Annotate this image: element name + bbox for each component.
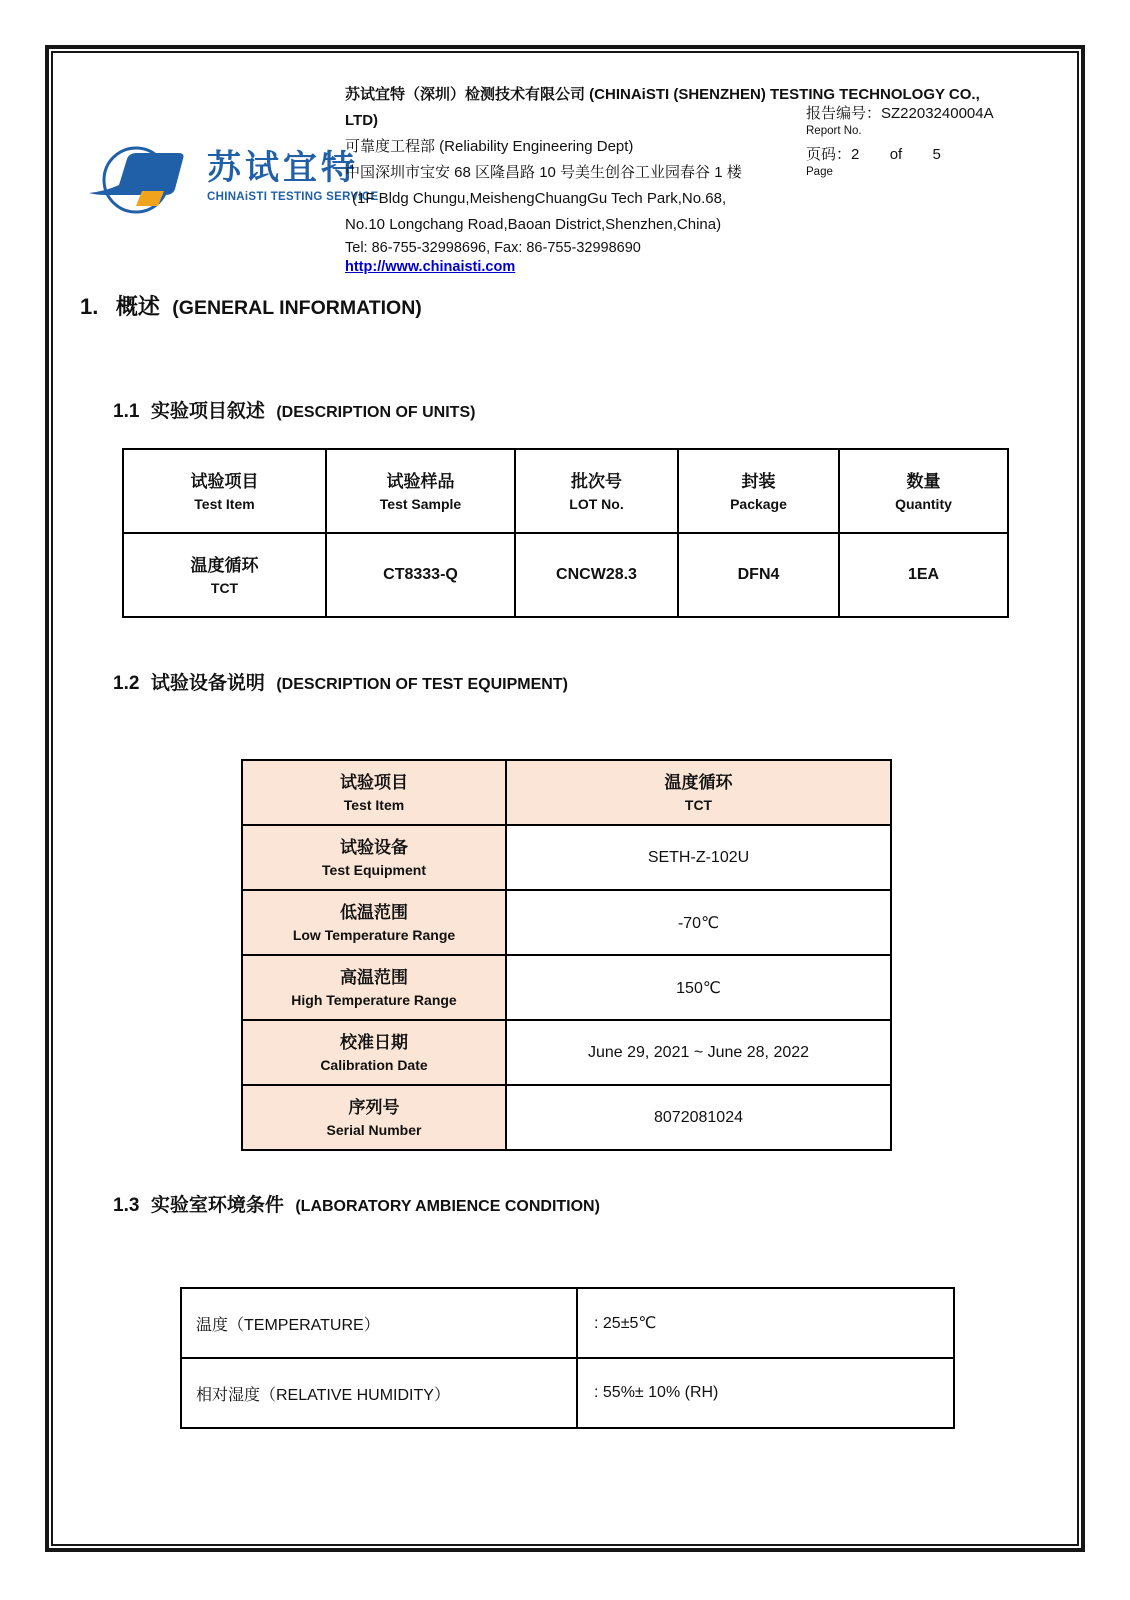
- section-units-title-en: (DESCRIPTION OF UNITS): [276, 404, 476, 421]
- equipment-row-test-equipment: [242, 825, 891, 890]
- equipment-label-test-equipment: [242, 825, 506, 890]
- units-table-header-row: [123, 449, 1008, 533]
- units-cell-test-item: [123, 533, 326, 617]
- units-header-quantity-en: Quantity: [895, 495, 952, 512]
- logo-brand-zh: 苏试宜特: [207, 149, 359, 187]
- section-equipment-number: 1.2: [113, 673, 140, 694]
- units-cell-package: DFN4: [678, 533, 839, 617]
- page-label-en: Page: [806, 166, 833, 178]
- units-header-test-item-en: Test Item: [194, 495, 255, 512]
- tel-fax-line: Tel: 86-755-32998696, Fax: 86-755-32998690: [345, 240, 641, 256]
- equipment-row-test-item: [242, 760, 891, 825]
- section-general-title-zh: 概述: [115, 294, 160, 319]
- units-table-data-row: [123, 533, 1008, 617]
- section-general-heading: [80, 290, 422, 321]
- equipment-label-high-temp-en: High Temperature Range: [291, 992, 457, 1008]
- ambience-row-temperature: [181, 1288, 954, 1358]
- equipment-value-calibration-date: June 29, 2021 ~ June 28, 2022: [506, 1020, 891, 1085]
- equipment-row-low-temp: [242, 890, 891, 955]
- equipment-table: [241, 759, 892, 1151]
- equipment-label-serial-number-en: Serial Number: [326, 1122, 422, 1138]
- address-en-line2: No.10 Longchang Road,Baoan District,Shenzhen,China): [345, 216, 722, 233]
- equipment-value-test-item-zh: 温度循环: [664, 773, 733, 792]
- ambience-value-humidity: : 55%± 10% (RH): [577, 1358, 954, 1428]
- report-info-block: [806, 104, 1046, 186]
- equipment-label-serial-number: [242, 1085, 506, 1150]
- section-ambience-title-zh: 实验室环境条件: [150, 1195, 284, 1216]
- equipment-label-high-temp-zh: 高温范围: [340, 968, 408, 987]
- address-zh: 中国深圳市宝安 68 区隆昌路 10 号美生创谷工业园春谷 1 楼: [345, 164, 742, 181]
- equipment-label-low-temp-en: Low Temperature Range: [292, 927, 456, 943]
- equipment-value-test-equipment: SETH-Z-102U: [506, 825, 891, 890]
- units-header-test-sample-zh: 试验样品: [386, 471, 455, 491]
- units-cell-test-sample: CT8333-Q: [326, 533, 515, 617]
- chinaisti-logo-icon: [86, 140, 198, 220]
- section-ambience-number: 1.3: [113, 1195, 140, 1216]
- logo-brand-en: CHINAiSTI TESTING SERVICE: [207, 191, 379, 203]
- equipment-label-calibration-date: [242, 1020, 506, 1085]
- equipment-label-test-item-zh: 试验项目: [340, 773, 408, 792]
- section-units-number: 1.1: [113, 401, 140, 422]
- units-header-lot-no-zh: 批次号: [571, 471, 622, 491]
- units-header-test-sample: [326, 449, 515, 533]
- ambience-label-temperature: 温度（TEMPERATURE）: [181, 1288, 577, 1358]
- units-header-package-zh: 封装: [741, 471, 776, 491]
- report-no-value: SZ2203240004A: [881, 105, 994, 122]
- section-equipment-title-en: (DESCRIPTION OF TEST EQUIPMENT): [276, 676, 568, 693]
- equipment-label-test-equipment-zh: 试验设备: [340, 838, 408, 857]
- report-no-row: [806, 104, 1046, 124]
- ambience-row-humidity: [181, 1358, 954, 1428]
- equipment-label-calibration-date-en: Calibration Date: [320, 1057, 428, 1073]
- section-ambience-heading: [113, 1190, 600, 1217]
- equipment-value-high-temp: 150℃: [506, 955, 891, 1020]
- equipment-label-test-item: [242, 760, 506, 825]
- equipment-value-test-item-en: TCT: [684, 797, 713, 813]
- company-name: 苏试宜特（深圳）检测技术有限公司 (CHINAiSTI (SHENZHEN) TESTING TECHNOLOGY CO., LTD): [345, 86, 980, 129]
- units-header-quantity: [839, 449, 1008, 533]
- page-number-row: [806, 145, 1046, 165]
- units-cell-test-item-zh: 温度循环: [190, 555, 259, 575]
- equipment-value-test-item: [506, 760, 891, 825]
- page-label-zh: 页码: [806, 146, 837, 163]
- equipment-row-high-temp: [242, 955, 891, 1020]
- equipment-value-low-temp: -70℃: [506, 890, 891, 955]
- units-header-test-item-zh: 试验项目: [190, 471, 259, 491]
- section-equipment-heading: [113, 668, 568, 695]
- units-header-lot-no: [515, 449, 678, 533]
- address-en-line1: (1F Bldg Chungu,MeishengChuangGu Tech Park,No.68,: [352, 190, 727, 207]
- equipment-label-serial-number-zh: 序列号: [348, 1098, 400, 1117]
- equipment-label-low-temp-zh: 低温范围: [340, 903, 408, 922]
- ambience-table: [180, 1287, 955, 1429]
- units-header-test-item: [123, 449, 326, 533]
- website-link[interactable]: http://www.chinaisti.com: [345, 259, 516, 275]
- department-line: 可靠度工程部 (Reliability Engineering Dept): [345, 138, 634, 155]
- units-header-package-en: Package: [730, 495, 787, 512]
- equipment-row-serial-number: [242, 1085, 891, 1150]
- units-header-quantity-zh: 数量: [906, 471, 941, 491]
- section-units-heading: [113, 396, 475, 423]
- units-header-test-sample-en: Test Sample: [379, 495, 462, 512]
- page-colon: ：: [836, 146, 852, 163]
- section-units-title-zh: 实验项目叙述: [150, 401, 265, 422]
- report-no-label-zh: 报告编号：: [806, 105, 882, 122]
- section-ambience-title-en: (LABORATORY AMBIENCE CONDITION): [295, 1198, 600, 1215]
- equipment-label-test-item-en: Test Item: [343, 797, 405, 813]
- equipment-label-test-equipment-en: Test Equipment: [322, 862, 426, 878]
- report-no-label-en: Report No.: [806, 125, 862, 137]
- section-general-title-en: (GENERAL INFORMATION): [172, 297, 422, 319]
- units-cell-quantity: 1EA: [839, 533, 1008, 617]
- ambience-label-humidity: 相对湿度（RELATIVE HUMIDITY）: [181, 1358, 577, 1428]
- equipment-row-calibration-date: [242, 1020, 891, 1085]
- units-cell-lot-no: CNCW28.3: [515, 533, 678, 617]
- ambience-value-temperature: : 25±5℃: [577, 1288, 954, 1358]
- section-general-number: 1.: [80, 294, 99, 319]
- units-header-lot-no-en: LOT No.: [569, 495, 624, 512]
- section-equipment-title-zh: 试验设备说明: [150, 673, 265, 694]
- equipment-value-serial-number: 8072081024: [506, 1085, 891, 1150]
- equipment-label-high-temp: [242, 955, 506, 1020]
- units-table: [122, 448, 1009, 618]
- page-value: 2 of 5: [851, 146, 941, 163]
- company-logo: [86, 140, 379, 220]
- equipment-label-low-temp: [242, 890, 506, 955]
- units-cell-test-item-en: TCT: [210, 579, 239, 596]
- units-header-package: [678, 449, 839, 533]
- equipment-label-calibration-date-zh: 校准日期: [340, 1033, 408, 1052]
